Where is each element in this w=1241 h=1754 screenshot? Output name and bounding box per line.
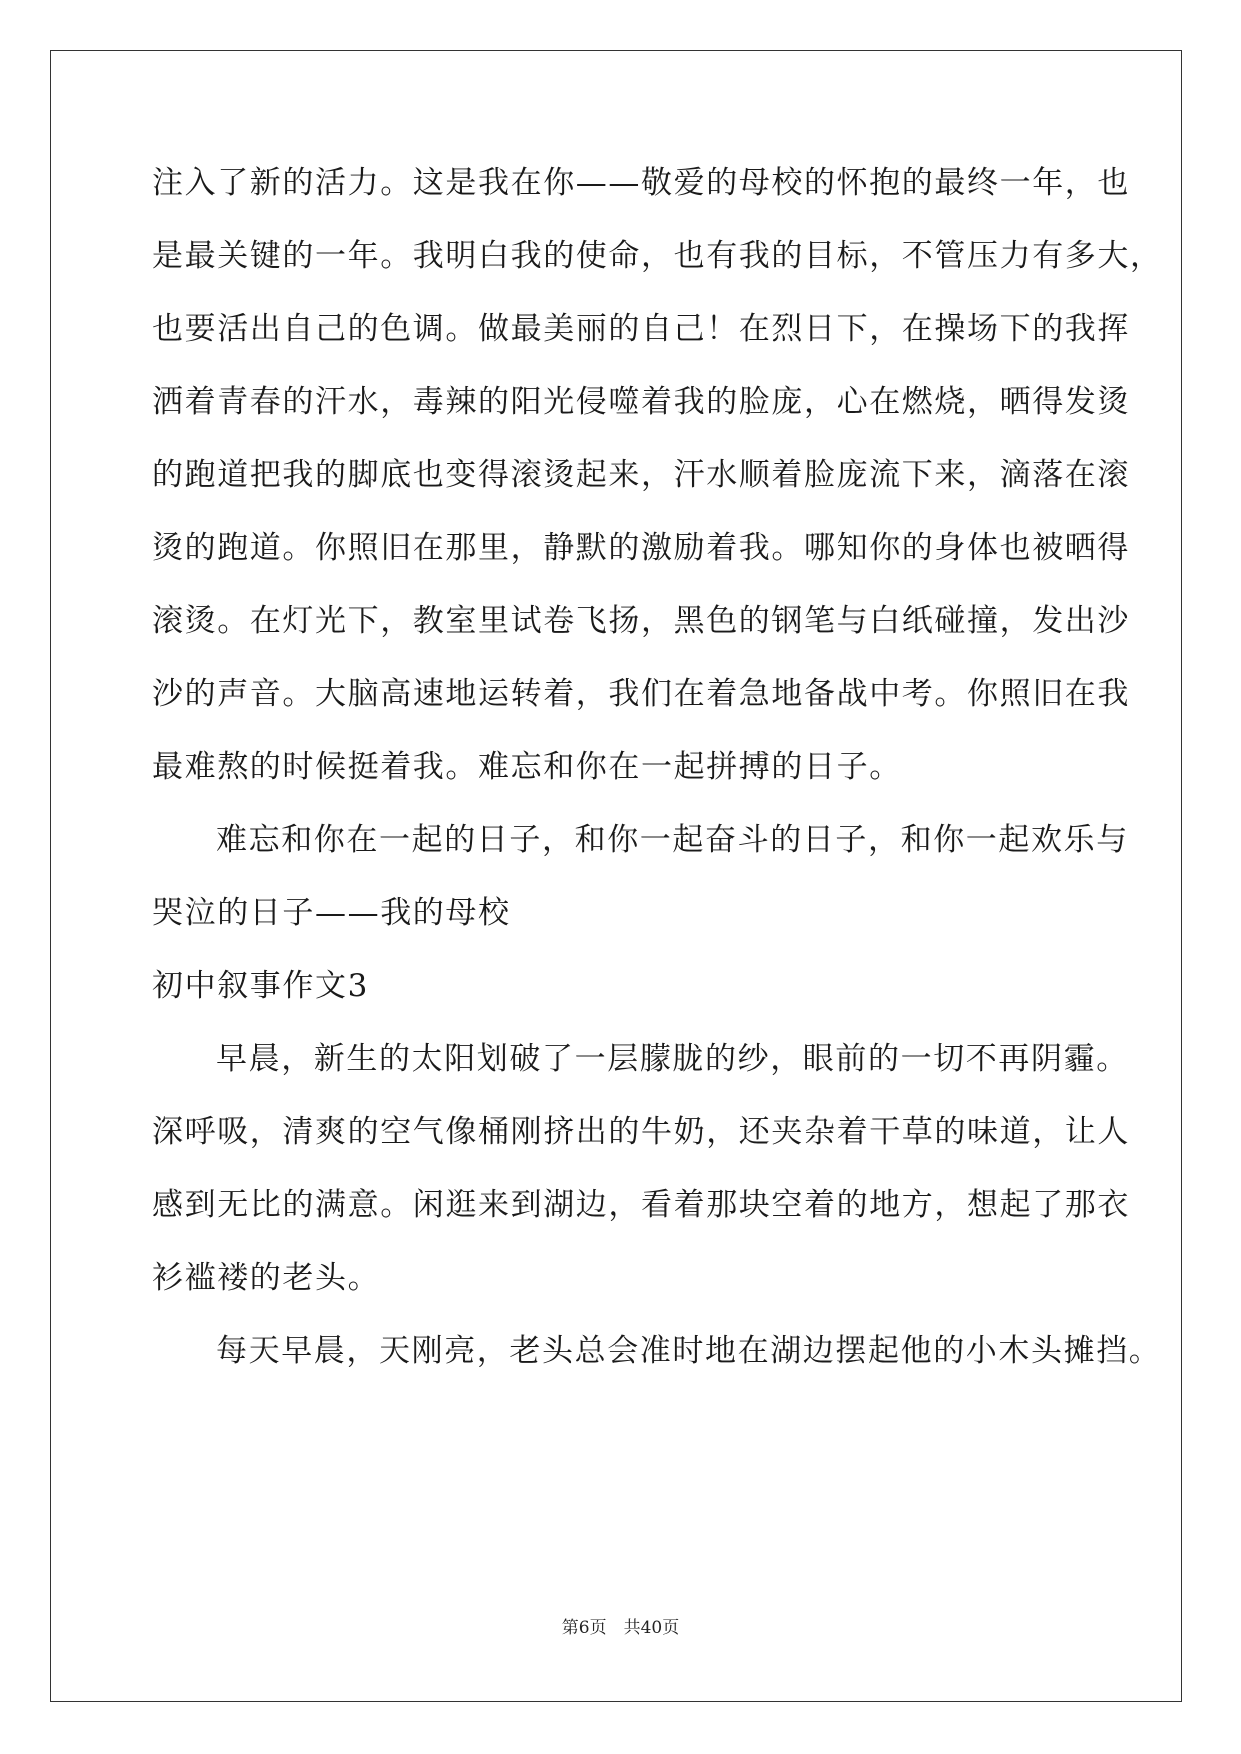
paragraph-first-line: 每天早晨，天刚亮，老头总会准时地在湖边摆起他的小木头摊挡。: [216, 1333, 1162, 1369]
text-line: 也要活出自己的色调。做最美丽的自己！在烈日下，在操场下的我挥: [152, 311, 1130, 347]
page-number-footer: 第6页 共40页: [561, 1618, 680, 1638]
text-line: 是最关键的一年。我明白我的使命，也有我的目标，不管压力有多大，: [152, 238, 1163, 274]
text-line: 注入了新的活力。这是我在你——敬爱的母校的怀抱的最终一年，也: [152, 165, 1130, 201]
paragraph-first-line: 早晨，新生的太阳划破了一层朦胧的纱，眼前的一切不再阴霾。: [216, 1041, 1129, 1077]
text-line: 衫褴褛的老头。: [152, 1260, 381, 1296]
page-border: [50, 50, 1182, 1702]
paragraph-first-line: 难忘和你在一起的日子，和你一起奋斗的日子，和你一起欢乐与: [216, 822, 1129, 858]
text-line: 感到无比的满意。闲逛来到湖边，看着那块空着的地方，想起了那衣: [152, 1187, 1130, 1223]
text-line: 滚烫。在灯光下，教室里试卷飞扬，黑色的钢笔与白纸碰撞，发出沙: [152, 603, 1130, 639]
text-line: 洒着青春的汗水，毒辣的阳光侵噬着我的脸庞，心在燃烧，晒得发烫: [152, 384, 1130, 420]
section-heading: 初中叙事作文3: [152, 968, 369, 1004]
text-line: 烫的跑道。你照旧在那里，静默的激励着我。哪知你的身体也被晒得: [152, 530, 1130, 566]
text-line: 的跑道把我的脚底也变得滚烫起来，汗水顺着脸庞流下来，滴落在滚: [152, 457, 1130, 493]
text-line: 最难熬的时候挺着我。难忘和你在一起拼搏的日子。: [152, 749, 902, 785]
text-line: 沙的声音。大脑高速地运转着，我们在着急地备战中考。你照旧在我: [152, 676, 1130, 712]
text-line: 深呼吸，清爽的空气像桶刚挤出的牛奶，还夹杂着干草的味道，让人: [152, 1114, 1130, 1150]
text-line: 哭泣的日子——我的母校: [152, 895, 511, 931]
